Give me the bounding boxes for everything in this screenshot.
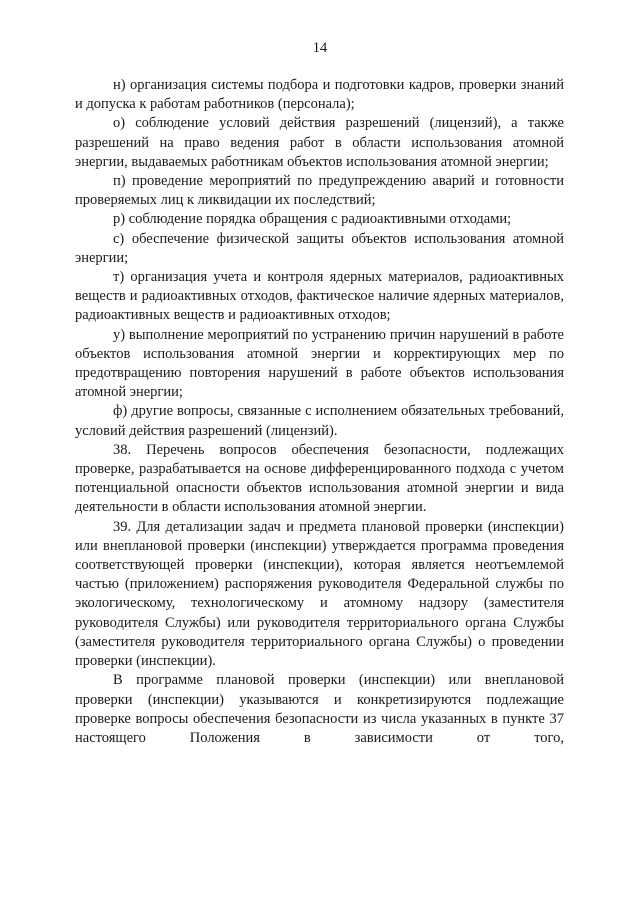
list-item-u: у) выполнение мероприятий по устранению причин нарушений в работе объектов использования атомной энергии и корректирующих мер по предотвращению повторения нарушений в работе объектов использования атомной энергии; [75,326,564,401]
clause-38: 38. Перечень вопросов обеспечения безопасности, подлежащих проверке, разрабатывается на основе дифференцированного подхода с учетом потенциальной опасности объектов использования атомной энергии и вида деятельности в области использования атомной энергии. [75,441,564,516]
clause-39-program-paragraph: В программе плановой проверки (инспекции) или внеплановой проверки (инспекции) указываются и конкретизируются подлежащие проверке вопросы обеспечения безопасности из числа указанных в пункте 37 настоящего Положения в зависимости от того, [75,672,564,746]
page-number: 14 [312,40,328,56]
document-body [75,76,564,748]
list-item-r: р) соблюдение порядка обращения с радиоактивными отходами; [113,211,512,228]
list-item-f: ф) другие вопросы, связанные с исполнением обязательных требований, условий действия разрешений (лицензий). [75,403,564,439]
list-item-t: т) организация учета и контроля ядерных материалов, радиоактивных веществ и радиоактивных отходов, фактическое наличие ядерных материалов, радиоактивных веществ и радиоактивных отходов; [75,269,564,324]
list-item-o: о) соблюдение условий действия разрешений (лицензий), а также разрешений на право ведения работ в области использования атомной энергии, выдаваемых работникам объектов использования атомной энергии; [75,115,564,170]
list-item-n: н) организация системы подбора и подготовки кадров, проверки знаний и допуска к работам работников (персонала); [75,77,564,113]
list-item-p: п) проведение мероприятий по предупреждению аварий и готовности проверяемых лиц к ликвидации их последствий; [75,173,564,209]
clause-39: 39. Для детализации задач и предмета плановой проверки (инспекции) или внеплановой проверки (инспекции) утверждается программа проведения соответствующей проверки (инспекции), которая является неотъемлемой частью (приложением) распоряжения руководителя Федеральной службы по экологическому, технологическому и атомному надзору (заместителя руководителя Службы) или руководителя территориального органа Службы (заместителя руководителя территориального органа Службы) о проведении проверки (инспекции). [75,518,564,670]
list-item-s: с) обеспечение физической защиты объектов использования атомной энергии; [75,230,564,266]
